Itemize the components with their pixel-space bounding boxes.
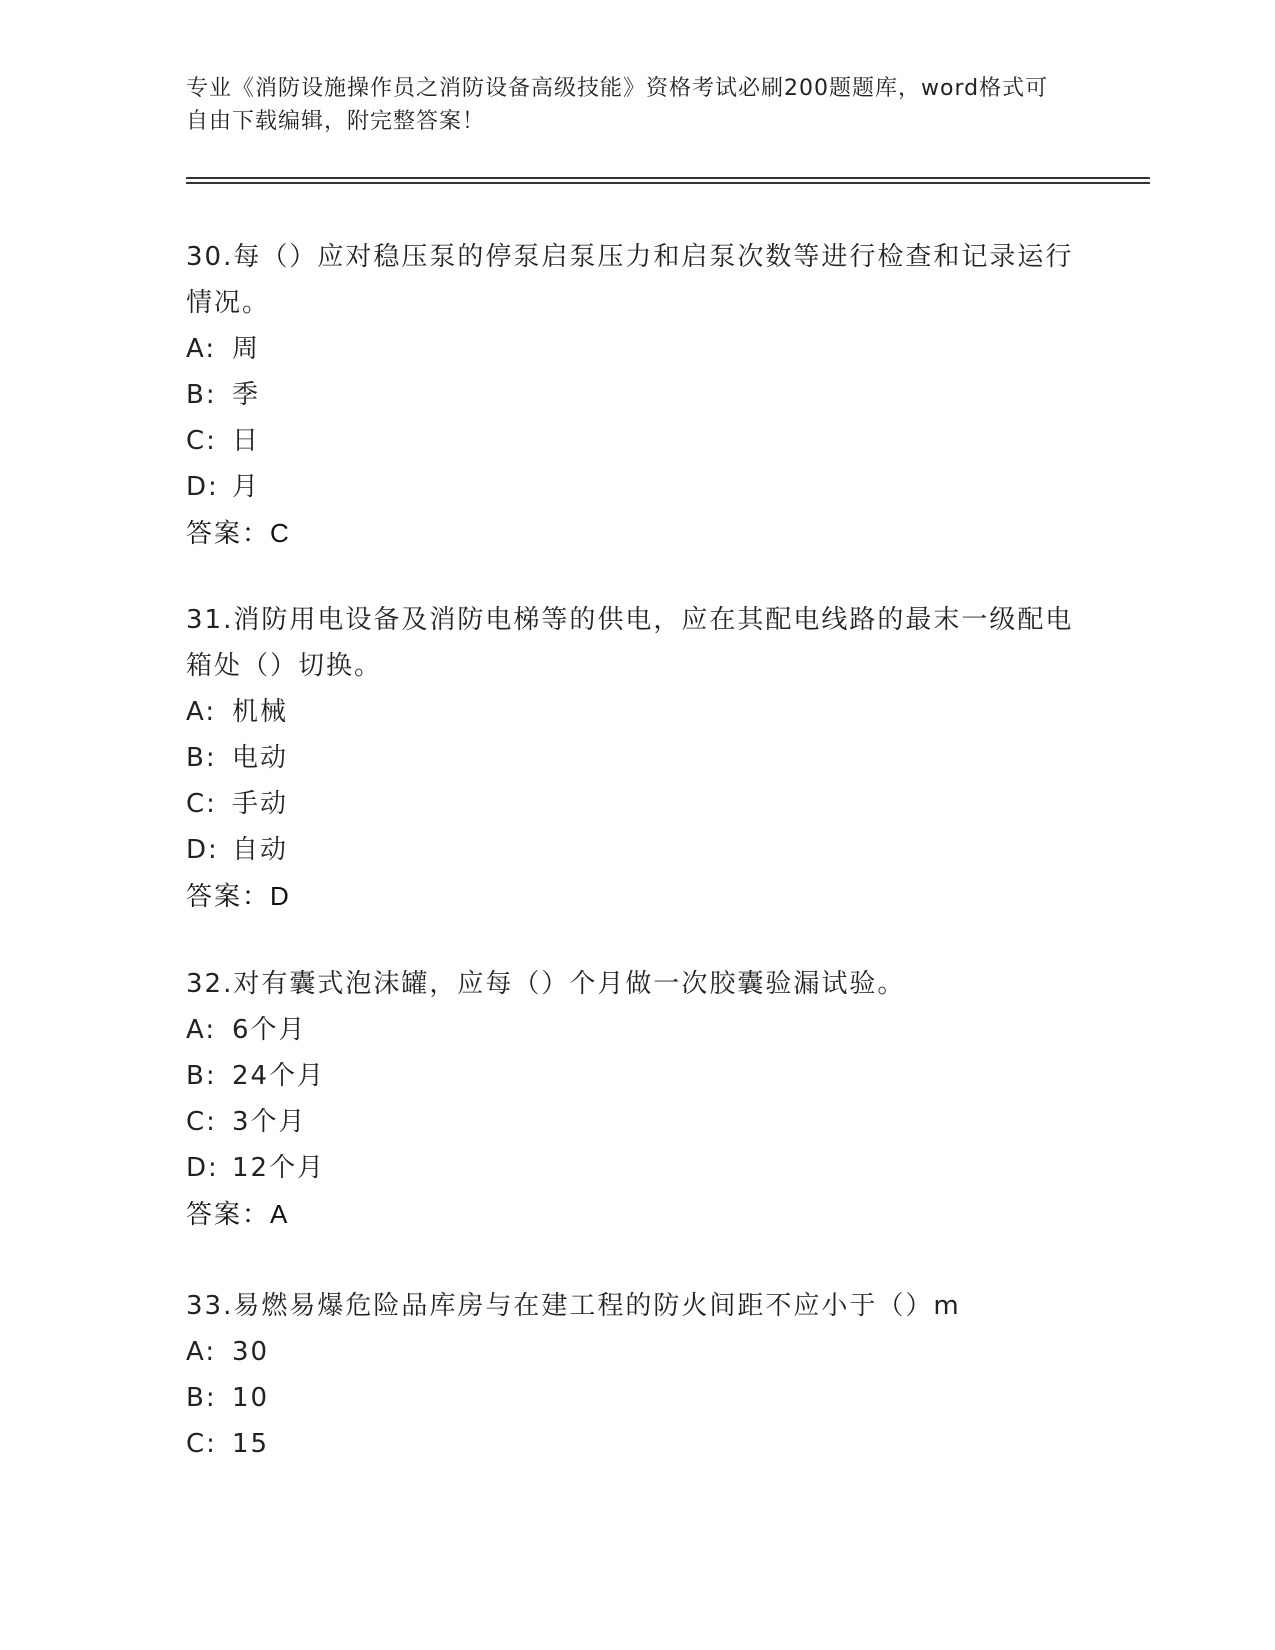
- option-b: [186, 1053, 1086, 1099]
- question-block-32: [186, 961, 1086, 1237]
- answer-line: 答案：C: [186, 518, 291, 548]
- option-c: [186, 418, 1086, 464]
- option-letter: C:: [186, 426, 217, 456]
- option-c: [186, 1421, 1086, 1467]
- answer-line: 答案：D: [186, 881, 291, 911]
- question-stem: 32.对有囊式泡沫罐，应每（）个月做一次胶囊验漏试验。: [186, 969, 906, 999]
- option-letter: C:: [186, 1107, 217, 1137]
- option-d: [186, 827, 1086, 873]
- option-text: 电动: [232, 743, 289, 773]
- document-header: 专业《消防设施操作员之消防设备高级技能》资格考试必刷200题题库，word格式可自由下载编辑，附完整答案！: [186, 76, 1049, 134]
- option-letter: D:: [186, 472, 219, 502]
- question-block-33: [186, 1283, 1086, 1467]
- option-b: [186, 1375, 1086, 1421]
- option-text: 10: [232, 1383, 270, 1413]
- option-text: 机械: [232, 697, 289, 727]
- option-letter: B:: [186, 743, 217, 773]
- option-letter: B:: [186, 380, 217, 410]
- option-text: 12个月: [232, 1153, 326, 1183]
- option-a: [186, 689, 1086, 735]
- header-divider-bottom: [186, 182, 1150, 184]
- option-b: [186, 372, 1086, 418]
- option-text: 6个月: [232, 1015, 307, 1045]
- option-letter: A:: [186, 1337, 217, 1367]
- option-text: 日: [232, 426, 261, 456]
- question-block-30: [186, 234, 1086, 556]
- question-stem: 33.易燃易爆危险品库房与在建工程的防火间距不应小于（）m: [186, 1291, 961, 1321]
- question-block-31: [186, 597, 1086, 919]
- header-divider-top: [186, 177, 1150, 179]
- option-d: [186, 464, 1086, 510]
- question-stem: 30.每（）应对稳压泵的停泵启泵压力和启泵次数等进行检查和记录运行情况。: [186, 242, 1074, 318]
- option-letter: D:: [186, 835, 219, 865]
- option-letter: C:: [186, 1429, 217, 1459]
- option-text: 季: [232, 380, 261, 410]
- option-text: 手动: [232, 789, 289, 819]
- option-letter: B:: [186, 1061, 217, 1091]
- option-d: [186, 1145, 1086, 1191]
- option-letter: A:: [186, 697, 217, 727]
- question-stem: 31.消防用电设备及消防电梯等的供电，应在其配电线路的最末一级配电箱处（）切换。: [186, 605, 1074, 681]
- answer-line: 答案：A: [186, 1199, 290, 1229]
- option-a: [186, 326, 1086, 372]
- option-letter: B:: [186, 1383, 217, 1413]
- option-letter: A:: [186, 1015, 217, 1045]
- option-c: [186, 1099, 1086, 1145]
- option-text: 15: [232, 1429, 270, 1459]
- option-text: 月: [232, 472, 261, 502]
- option-text: 周: [232, 334, 261, 364]
- option-text: 30: [232, 1337, 270, 1367]
- option-text: 3个月: [232, 1107, 307, 1137]
- option-letter: C:: [186, 789, 217, 819]
- option-a: [186, 1007, 1086, 1053]
- option-b: [186, 735, 1086, 781]
- option-letter: A:: [186, 334, 217, 364]
- option-letter: D:: [186, 1153, 219, 1183]
- option-c: [186, 781, 1086, 827]
- option-text: 24个月: [232, 1061, 326, 1091]
- option-text: 自动: [232, 835, 289, 865]
- option-a: [186, 1329, 1086, 1375]
